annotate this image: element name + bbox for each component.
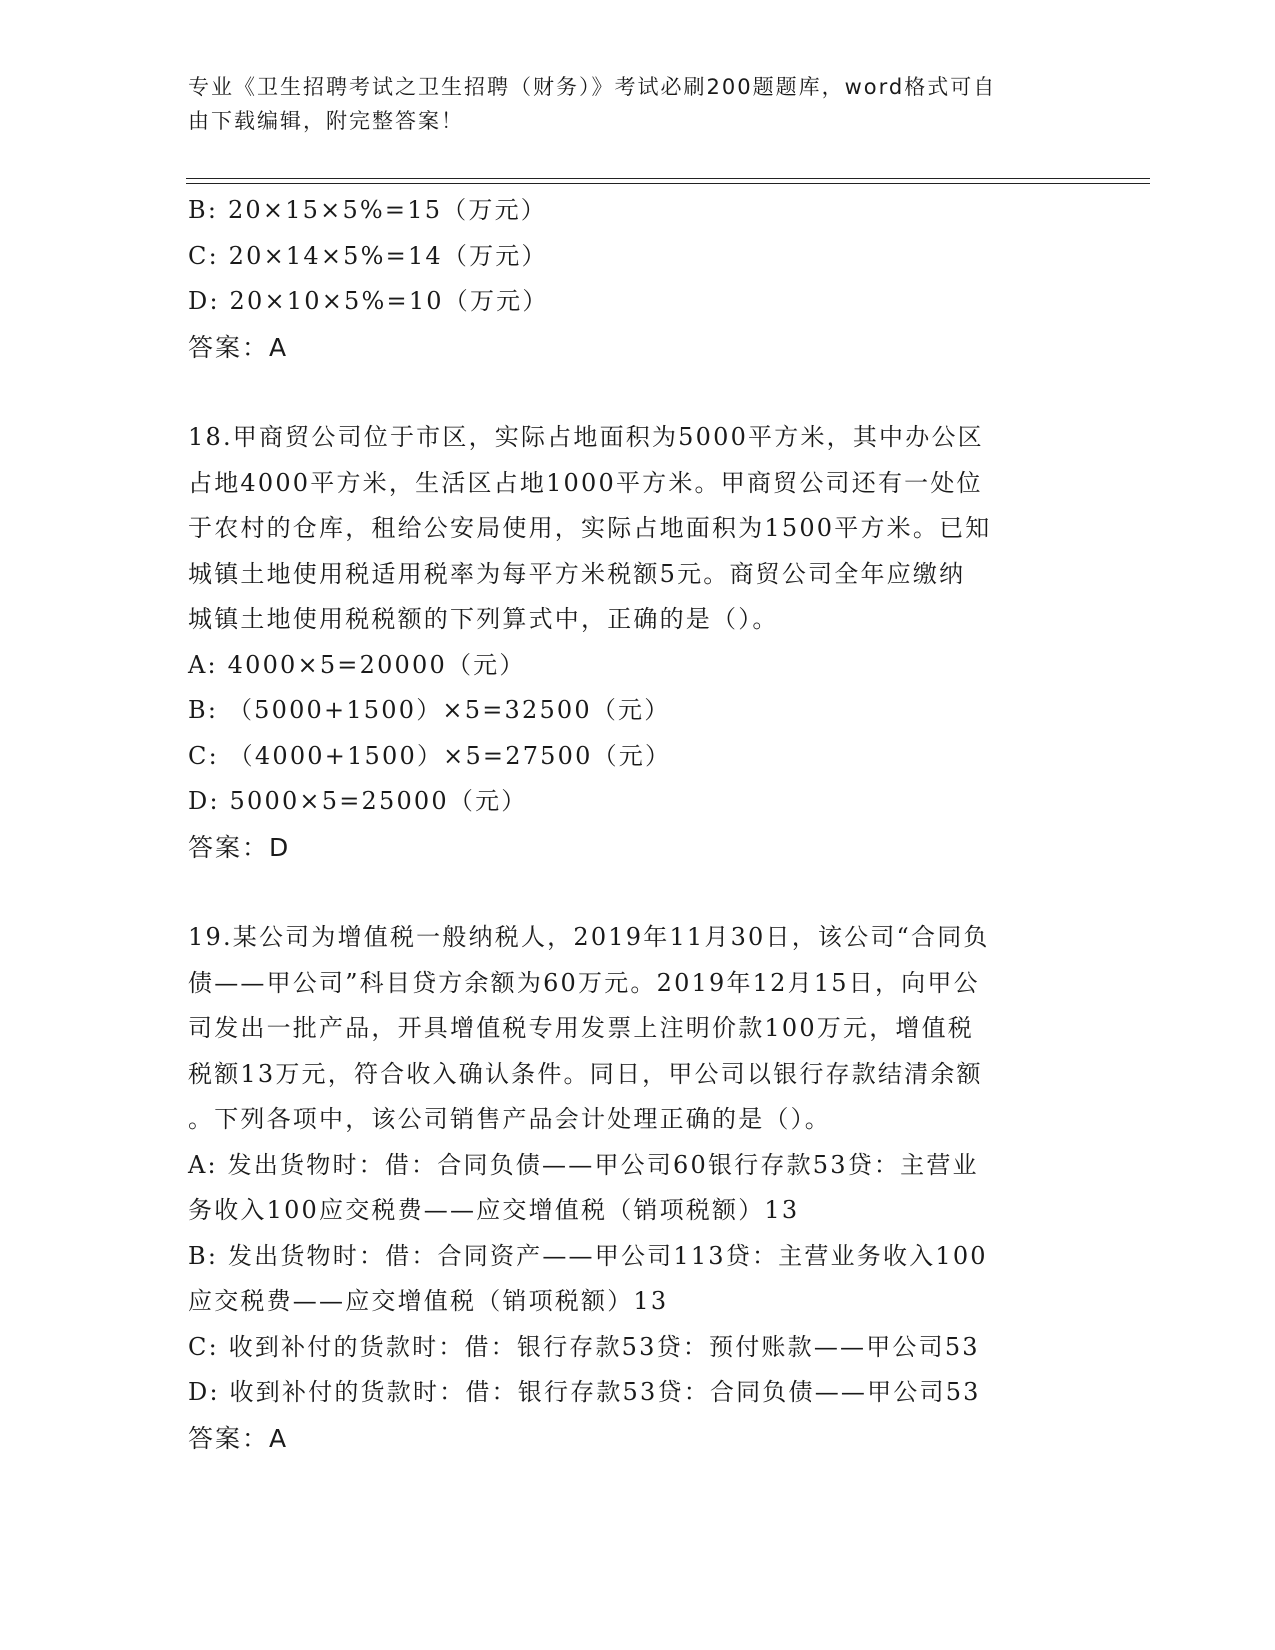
- q18-option-b: B: （5000+1500）×5=32500（元）: [188, 696, 671, 724]
- header-line-2: 由下载编辑，附完整答案！: [188, 109, 464, 133]
- q19-option-a-continued: 务收入100应交税费——应交增值税（销项税额）13: [188, 1196, 800, 1224]
- q19-option-d: D: 收到补付的货款时：借：银行存款53贷：合同负债——甲公司53: [188, 1378, 981, 1406]
- spacer: [188, 870, 1078, 915]
- q18-option-c: C: （4000+1500）×5=27500（元）: [188, 741, 672, 770]
- q18-stem-line: 占地4000平方米，生活区占地1000平方米。甲商贸公司还有一处位: [188, 468, 983, 497]
- question-18: [188, 415, 1078, 870]
- document-body: [188, 188, 1078, 1461]
- header-divider-top: [186, 178, 1150, 179]
- q18-stem-line: 城镇土地使用税适用税率为每平方米税额5元。商贸公司全年应缴纳: [188, 559, 966, 588]
- q18-stem-line: 城镇土地使用税税额的下列算式中，正确的是（）。: [188, 605, 779, 633]
- question-17-options: [188, 188, 1078, 370]
- q19-option-c: C: 收到补付的货款时：借：银行存款53贷：预付账款——甲公司53: [188, 1332, 980, 1361]
- q17-option-b: B: 20×15×5%=15（万元）: [188, 196, 547, 224]
- q19-stem-line: 司发出一批产品，开具增值税专用发票上注明价款100万元，增值税: [188, 1014, 975, 1042]
- document-header: [188, 70, 1068, 138]
- q17-option-d: D: 20×10×5%=10（万元）: [188, 287, 549, 315]
- header-divider-bottom: [186, 183, 1150, 184]
- spacer: [188, 370, 1078, 415]
- q19-option-a: A: 发出货物时：借：合同负债——甲公司60银行存款53贷：主营业: [188, 1150, 979, 1179]
- q19-stem-line: 债——甲公司”科目贷方余额为60万元。2019年12月15日，向甲公: [188, 968, 980, 997]
- q19-stem-line: 19.某公司为增值税一般纳税人，2019年11月30日，该公司“合同负: [188, 923, 990, 951]
- header-line-1: 专业《卫生招聘考试之卫生招聘（财务）》考试必刷200题题库，word格式可自: [188, 75, 997, 99]
- q19-stem-line: 税额13万元，符合收入确认条件。同日，甲公司以银行存款结清余额: [188, 1059, 983, 1088]
- q19-answer: 答案：A: [188, 1423, 289, 1453]
- q18-option-d: D: 5000×5=25000（元）: [188, 787, 528, 815]
- q17-option-c: C: 20×14×5%=14（万元）: [188, 241, 548, 270]
- q19-option-b: B: 发出货物时：借：合同资产——甲公司113贷：主营业务收入100: [188, 1241, 988, 1270]
- q19-stem-line: 。下列各项中，该公司销售产品会计处理正确的是（）。: [188, 1105, 831, 1133]
- q19-option-b-continued: 应交税费——应交增值税（销项税额）13: [188, 1287, 669, 1315]
- q18-option-a: A: 4000×5=20000（元）: [188, 650, 526, 679]
- question-19: [188, 915, 1078, 1461]
- q17-answer: 答案：A: [188, 332, 289, 362]
- q18-answer: 答案：D: [188, 832, 291, 862]
- q18-stem-line: 18.甲商贸公司位于市区，实际占地面积为5000平方米，其中办公区: [188, 423, 984, 451]
- q18-stem-line: 于农村的仓库，租给公安局使用，实际占地面积为1500平方米。已知: [188, 514, 992, 542]
